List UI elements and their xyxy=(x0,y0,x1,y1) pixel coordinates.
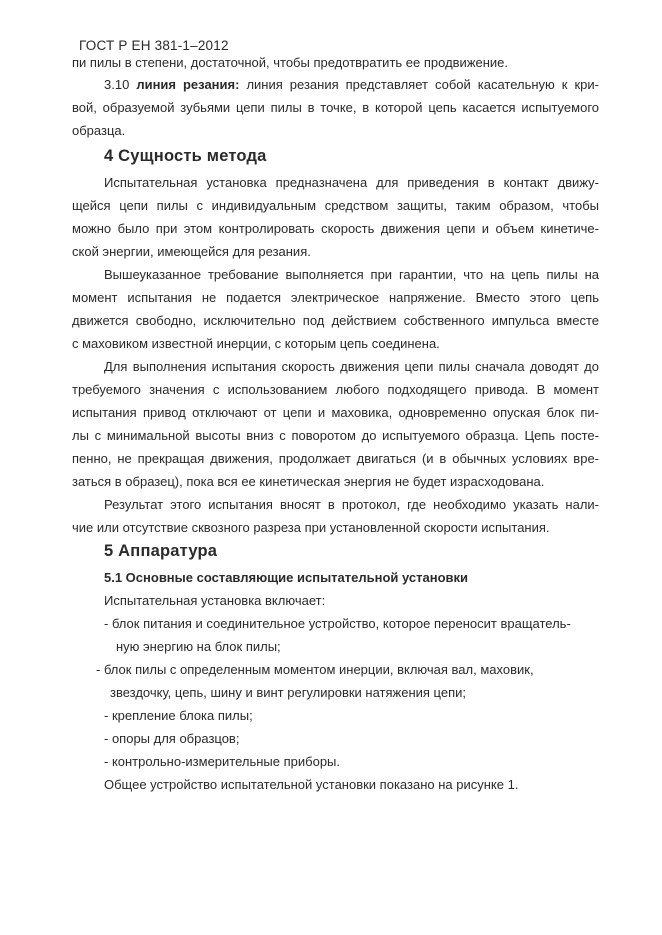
text-line: Испытательная установка предназначена для приведения в контакт движу- xyxy=(104,175,599,190)
text-line: вой, образуемой зубьями цепи пилы в точке, в которой цепь касается испытуемого xyxy=(72,100,599,115)
text-line: чие или отсутствие сквозного разреза при установленной скорости испытания. xyxy=(72,520,550,535)
subsection-heading: 5.1 Основные составляющие испытательной установки xyxy=(104,570,469,585)
section-heading: 5 Аппаратура xyxy=(104,542,218,560)
definition-term: линия резания: xyxy=(136,77,240,92)
text-line: можно было при этом контролировать скорость движения цепи и объем кинетиче- xyxy=(72,221,599,236)
text-line: образца. xyxy=(72,123,126,138)
text-line: ской энергии, имеющейся для резания. xyxy=(72,244,311,259)
section-heading: 4 Сущность метода xyxy=(104,147,267,165)
list-item: - блок пилы с определенным моментом инерции, включая вал, маховик, xyxy=(96,662,534,677)
document-header: ГОСТ Р ЕН 381-1–2012 xyxy=(79,38,229,53)
list-item-continuation: звездочку, цепь, шину и винт регулировки натяжения цепи; xyxy=(110,685,467,700)
list-item: - опоры для образцов; xyxy=(104,731,240,746)
text-line: пенно, не прекращая движения, продолжает двигаться (и в обычных условиях вре- xyxy=(72,451,599,466)
text-line: Результат этого испытания вносят в протокол, где необходимо указать нали- xyxy=(104,497,599,512)
definition-line xyxy=(104,77,599,93)
text-line: с маховиком известной инерции, с которым цепь соединена. xyxy=(72,336,440,351)
text-line: Общее устройство испытательной установки показано на рисунке 1. xyxy=(104,777,519,792)
list-item: - блок питания и соединительное устройство, которое переносит вращатель- xyxy=(104,616,571,631)
text-line: Испытательная установка включает: xyxy=(104,593,326,608)
text-line: лы с минимальной высоты вниз с поворотом до испытуемого образца. Цепь посте- xyxy=(72,428,599,443)
text-line: требуемого значения с использованием любого подходящего привода. В момент xyxy=(72,382,599,397)
text-line: Для выполнения испытания скорость движения цепи пилы сначала доводят до xyxy=(104,359,599,374)
text-line: заться в образец), пока вся ее кинетическая энергия не будет израсходована. xyxy=(72,474,545,489)
text-line: щейся цепи пилы с индивидуальным средством защиты, таким образом, чтобы xyxy=(72,198,599,213)
text-line: Вышеуказанное требование выполняется при гарантии, что на цепь пилы на xyxy=(104,267,599,282)
text-line: движется свободно, исключительно под действием собственного импульса вместе xyxy=(72,313,599,328)
text-line: пи пилы в степени, достаточной, чтобы предотвратить ее продвижение. xyxy=(72,55,509,70)
text-line: момент испытания не подается электрическое напряжение. Вместо этого цепь xyxy=(72,290,599,305)
list-item: - крепление блока пилы; xyxy=(104,708,253,723)
definition-text: линия резания представляет собой касательную к кри- xyxy=(246,77,599,92)
text-line: испытания привод отключают от цепи и маховика, одновременно опуская блок пи- xyxy=(72,405,599,420)
list-item: - контрольно-измерительные приборы. xyxy=(104,754,341,769)
definition-number: 3.10 xyxy=(104,77,130,92)
list-item-continuation: ную энергию на блок пилы; xyxy=(116,639,281,654)
